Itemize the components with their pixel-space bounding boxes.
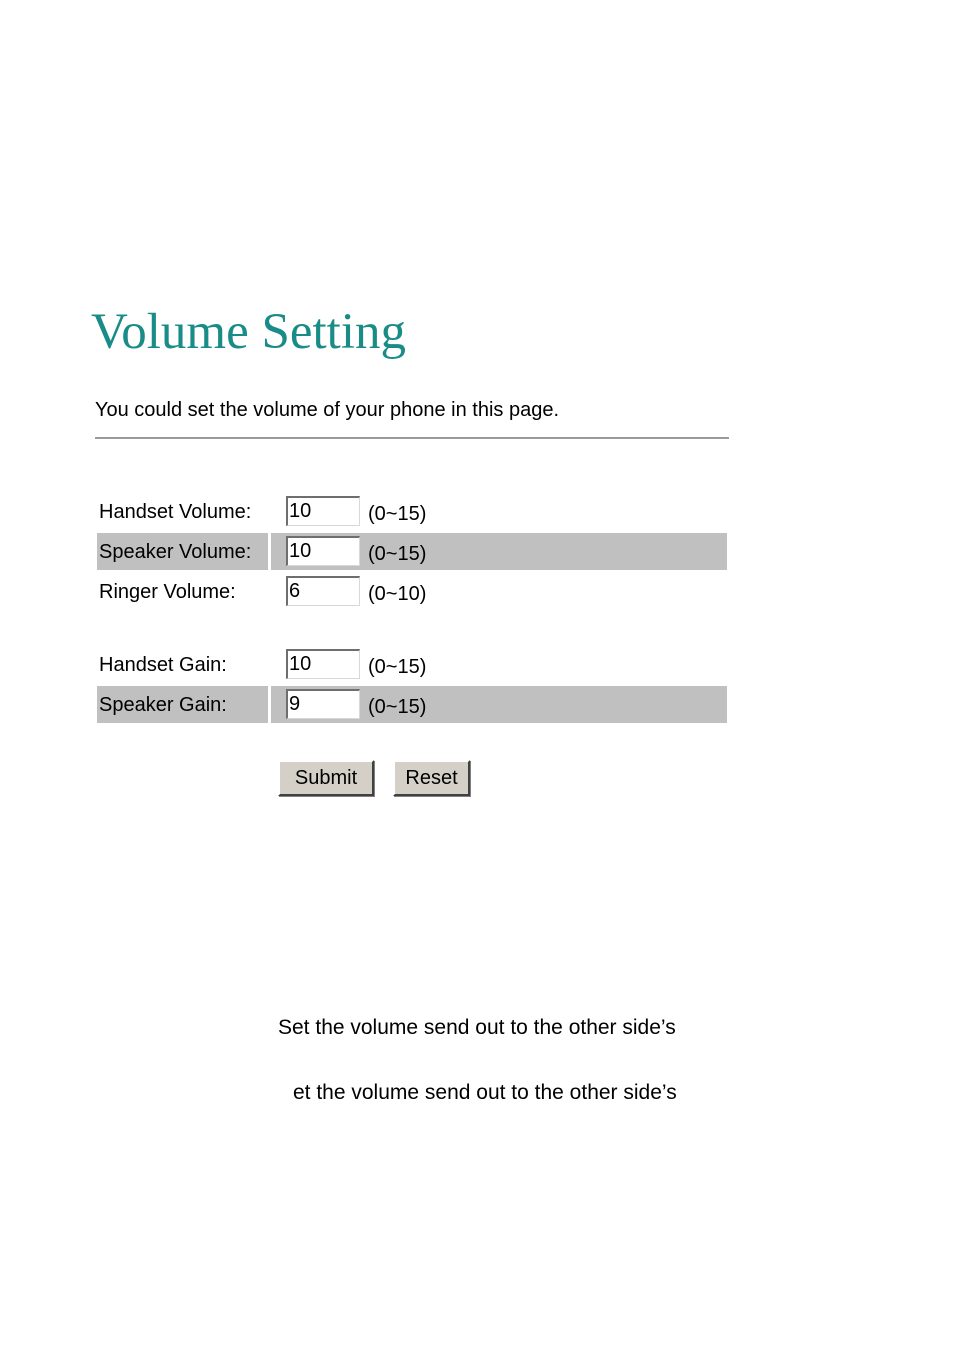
value-cell: [271, 533, 727, 570]
handset-volume-input[interactable]: [286, 496, 360, 526]
ringer-volume-label: Ringer Volume:: [99, 581, 236, 603]
speaker-volume-range: (0~15): [368, 543, 427, 565]
label-cell: [97, 573, 268, 610]
submit-button[interactable]: Submit: [278, 760, 374, 796]
speaker-volume-row: [97, 533, 727, 570]
value-cell: [271, 646, 727, 683]
handset-gain-row: [97, 646, 727, 683]
speaker-gain-label: Speaker Gain:: [99, 694, 227, 716]
reset-button[interactable]: Reset: [393, 760, 470, 796]
note-text: Set the volume send out to the other side’s: [278, 1016, 676, 1039]
speaker-volume-input[interactable]: [286, 536, 360, 566]
value-cell: [271, 686, 727, 723]
ringer-volume-input[interactable]: [286, 576, 360, 606]
handset-volume-range: (0~15): [368, 503, 427, 525]
handset-gain-range: (0~15): [368, 656, 427, 678]
label-cell: [97, 646, 268, 683]
handset-gain-input[interactable]: [286, 649, 360, 679]
label-cell: [97, 686, 268, 723]
label-cell: [97, 533, 268, 570]
note-text: et the volume send out to the other side’s: [293, 1081, 677, 1104]
page-title: Volume Setting: [91, 304, 406, 360]
speaker-gain-input[interactable]: [286, 689, 360, 719]
speaker-gain-row: [97, 686, 727, 723]
label-cell: [97, 493, 268, 530]
page-description: You could set the volume of your phone in this page.: [95, 399, 560, 421]
speaker-gain-range: (0~15): [368, 696, 427, 718]
speaker-volume-label: Speaker Volume:: [99, 541, 252, 563]
handset-volume-label: Handset Volume:: [99, 501, 252, 523]
handset-volume-row: [97, 493, 727, 530]
handset-gain-label: Handset Gain:: [99, 654, 227, 676]
ringer-volume-range: (0~10): [368, 583, 427, 605]
header-divider: [95, 437, 729, 439]
value-cell: [271, 493, 727, 530]
ringer-volume-row: [97, 573, 727, 610]
value-cell: [271, 573, 727, 610]
